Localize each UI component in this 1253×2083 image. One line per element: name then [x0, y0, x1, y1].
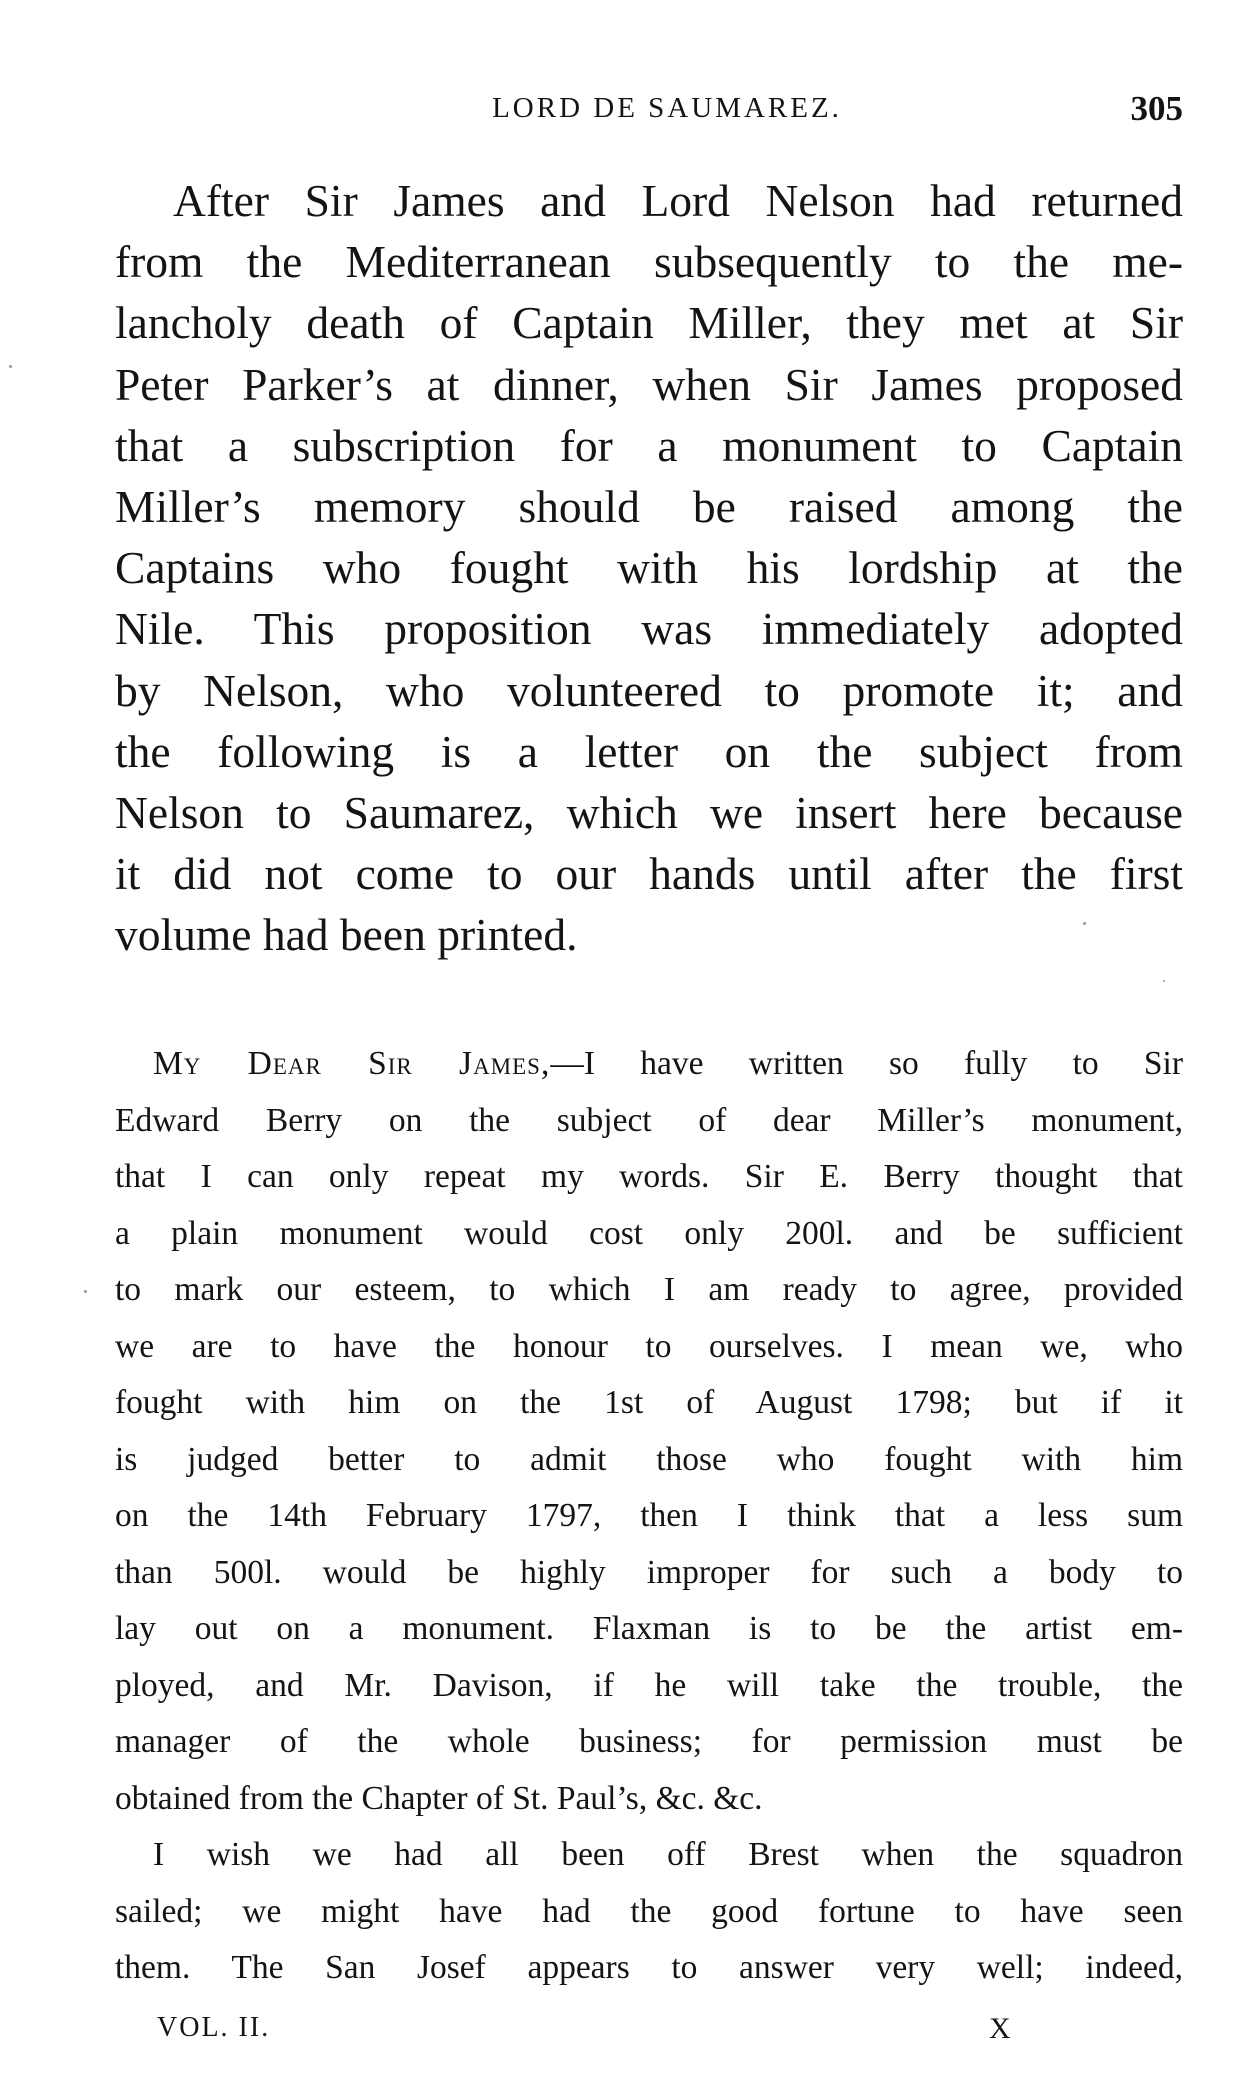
letter-salutation: My Dear Sir James, — [153, 1045, 551, 1082]
running-head — [115, 89, 1183, 136]
text-line: Nile. This proposition was immediately adopted — [115, 603, 1183, 655]
text-line: by Nelson, who volunteered to promote it; and — [115, 664, 1183, 716]
paper-speck — [84, 1290, 87, 1293]
page-footer — [115, 2012, 1183, 2056]
letter-line: that I can only repeat my words. Sir E. Berry thought that — [115, 1158, 1183, 1195]
page-number: 305 — [1130, 89, 1183, 128]
text-line: Captains who fought with his lordship at the — [115, 542, 1183, 594]
letter-line: obtained from the Chapter of St. Paul’s, &c. &c. — [115, 1779, 763, 1817]
letter-line: than 500l. would be highly improper for such a body to — [115, 1553, 1183, 1591]
volume-signature: VOL. II. — [157, 2012, 271, 2043]
letter-line: ployed, and Mr. Davison, if he will take the trouble, the — [115, 1666, 1183, 1704]
text-line: from the Mediterranean subsequently to the me- — [115, 236, 1183, 288]
text-line: Peter Parker’s at dinner, when Sir James proposed — [115, 358, 1183, 410]
text-line: lancholy death of Captain Miller, they met at Sir — [115, 297, 1183, 349]
letter-opening-text: —I have written so fully to Sir — [550, 1045, 1183, 1082]
text-line: After Sir James and Lord Nelson had returned — [173, 175, 1183, 226]
sheet-mark: X — [989, 2012, 1011, 2045]
paper-speck — [1083, 922, 1086, 925]
letter-line: lay out on a monument. Flaxman is to be the artist em- — [115, 1610, 1183, 1647]
paper-speck — [9, 365, 12, 368]
letter-line: them. The San Josef appears to answer very well; indeed, — [115, 1949, 1183, 1986]
text-line: Nelson to Saumarez, which we insert here because — [115, 786, 1183, 838]
letter-line: sailed; we might have had the good fortune to have seen — [115, 1892, 1183, 1930]
text-line: that a subscription for a monument to Captain — [115, 419, 1183, 471]
letter-line: we are to have the honour to ourselves. I mean we, who — [115, 1327, 1183, 1365]
letter-line: I wish we had all been off Brest when the squadron — [153, 1836, 1183, 1873]
letter-line: Edward Berry on the subject of dear Miller’s monument, — [115, 1101, 1183, 1139]
letter-line: on the 14th February 1797, then I think that a less sum — [115, 1497, 1183, 1534]
letter-line: to mark our esteem, to which I am ready to agree, provided — [115, 1271, 1183, 1308]
paper-speck — [1163, 980, 1165, 982]
letter-line: fought with him on the 1st of August 1798; but if it — [115, 1384, 1183, 1421]
text-line: volume had been printed. — [115, 909, 578, 961]
text-line: the following is a letter on the subject from — [115, 725, 1183, 777]
letter-opening-line — [115, 1036, 1183, 1093]
letter-line: manager of the whole business; for permission must be — [115, 1723, 1183, 1760]
running-title: LORD DE SAUMAREZ. — [492, 92, 842, 124]
quoted-letter — [115, 1036, 1183, 1997]
letter-line: is judged better to admit those who fought with him — [115, 1440, 1183, 1478]
text-line: it did not come to our hands until after the first — [115, 848, 1183, 900]
narrative-paragraph — [115, 170, 1183, 965]
text-line: Miller’s memory should be raised among the — [115, 480, 1183, 532]
letter-line: a plain monument would cost only 200l. and be sufficient — [115, 1214, 1183, 1252]
